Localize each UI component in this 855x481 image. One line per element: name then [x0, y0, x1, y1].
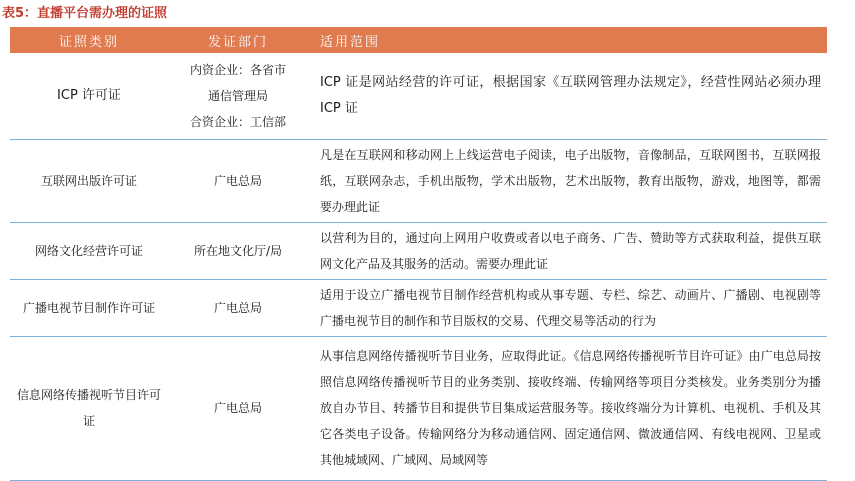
table-header-row: [10, 27, 827, 53]
table-title: 表5：直播平台需办理的证照: [2, 6, 168, 21]
license-type-cell: 网络文化经营许可证: [10, 222, 168, 279]
issuing-dept-cell: 广电总局: [168, 336, 308, 480]
table-row: [10, 336, 827, 480]
scope-cell: ICP 证是网站经营的许可证，根据国家《互联网管理办法规定》，经营性网站必须办理 ICP 证: [308, 53, 827, 139]
license-type-cell: 互联网出版许可证: [10, 139, 168, 222]
license-type-cell: ICP 许可证: [10, 53, 168, 139]
scope-cell: 以营利为目的，通过向上网用户收费或者以电子商务、广告、赞助等方式获取利益，提供互联网文化产品及其服务的活动。需要办理此证: [308, 222, 827, 279]
scope-cell: 适用于设立广播电视节目制作经营机构或从事专题、专栏、综艺、动画片、广播剧、电视剧等广播电视节目的制作和节目版权的交易、代理交易等活动的行为: [308, 279, 827, 336]
dept-line: 通信管理局: [207, 88, 268, 103]
issuing-dept-cell: 所在地文化厅/局: [168, 222, 308, 279]
dept-line: 内资企业：各省市: [189, 62, 286, 77]
header-license-type: 证照类别: [10, 27, 168, 53]
table-row: [10, 279, 827, 336]
header-scope: 适用范围: [308, 27, 827, 53]
table-row: [10, 222, 827, 279]
issuing-dept-cell: [168, 53, 308, 139]
scope-cell: 从事信息网络传播视听节目业务，应取得此证。《信息网络传播视听节目许可证》由广电总局按照信息网络传播视听节目的业务类别、接收终端、传输网络等项目分类核发。业务类别分为播放自办节目、转播节目和提供节目集成运营服务等。接收终端分为计算机、电视机、手机及其它各类电子设备。传输网络分为移动通信网、固定通信网、微波通信网、有线电视网、卫星或其他城域网、广域网、局域网等: [308, 336, 827, 480]
license-table: [10, 27, 827, 481]
license-type-cell: 广播电视节目制作许可证: [10, 279, 168, 336]
header-issuing-dept: 发证部门: [168, 27, 308, 53]
dept-line: 合资企业：工信部: [189, 114, 286, 129]
license-type-cell: 信息网络传播视听节目许可证: [10, 336, 168, 480]
table-row: [10, 53, 827, 139]
issuing-dept-cell: 广电总局: [168, 139, 308, 222]
scope-cell: 凡是在互联网和移动网上上线运营电子阅读，电子出版物，音像制品，互联网图书，互联网报纸，互联网杂志，手机出版物，学术出版物，艺术出版物，教育出版物，游戏，地图等，都需要办理此证: [308, 139, 827, 222]
issuing-dept-cell: 广电总局: [168, 279, 308, 336]
table-row: [10, 139, 827, 222]
